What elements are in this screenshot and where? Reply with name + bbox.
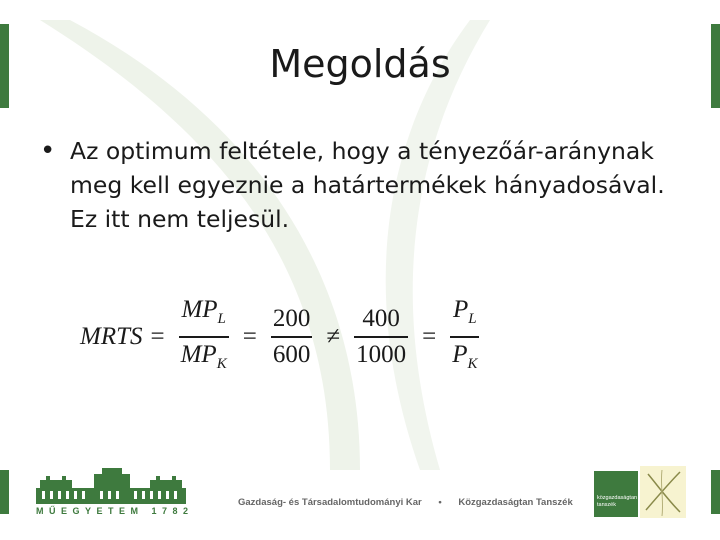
formula-lhs: MRTS xyxy=(80,323,143,350)
footer-separator: • xyxy=(438,497,442,508)
department-badge-text: közgazdaságtan tanszék xyxy=(597,495,638,508)
department-badge xyxy=(594,471,638,517)
fraction-200-600 xyxy=(271,302,313,372)
university-name: MŰEGYETEM 1782 xyxy=(36,506,194,516)
fraction-denominator-600: 600 xyxy=(272,340,311,368)
fraction-mp xyxy=(179,293,229,381)
footer-institution-line xyxy=(238,497,573,508)
fraction-mp-denominator: $MP_K$ xyxy=(180,340,227,372)
fraction-numerator-200: 200 xyxy=(272,305,311,333)
slide-title: Megoldás xyxy=(269,42,451,86)
mrts-formula xyxy=(80,298,485,376)
formula-not-equal: ≠ xyxy=(326,323,341,350)
department-name: Közgazdaságtan Tanszék xyxy=(458,497,573,508)
formula-equals-3: = xyxy=(422,323,437,350)
formula-equals-2: = xyxy=(242,323,257,350)
bullet-dot: • xyxy=(40,136,56,166)
bullet-text: Az optimum feltétele, hogy a tényezőár-aránynak meg kell egyeznie a határtermékek hányadosával. Ez itt nem teljesül. xyxy=(70,137,665,233)
faculty-name: Gazdaság- és Társadalomtudományi Kar xyxy=(238,497,422,508)
formula-equals-1: = xyxy=(150,323,165,350)
fraction-prices xyxy=(450,293,479,381)
fraction-numerator-400: 400 xyxy=(362,305,400,333)
fraction-400-1000 xyxy=(354,302,408,372)
fraction-price-numerator: $P_L$ xyxy=(453,296,477,328)
fraction-denominator-1000: 1000 xyxy=(356,340,407,368)
fraction-price-denominator: $P_K$ xyxy=(452,340,478,372)
fraction-mp-numerator: $MP_L$ xyxy=(181,296,226,328)
department-logo-icon xyxy=(640,466,686,518)
